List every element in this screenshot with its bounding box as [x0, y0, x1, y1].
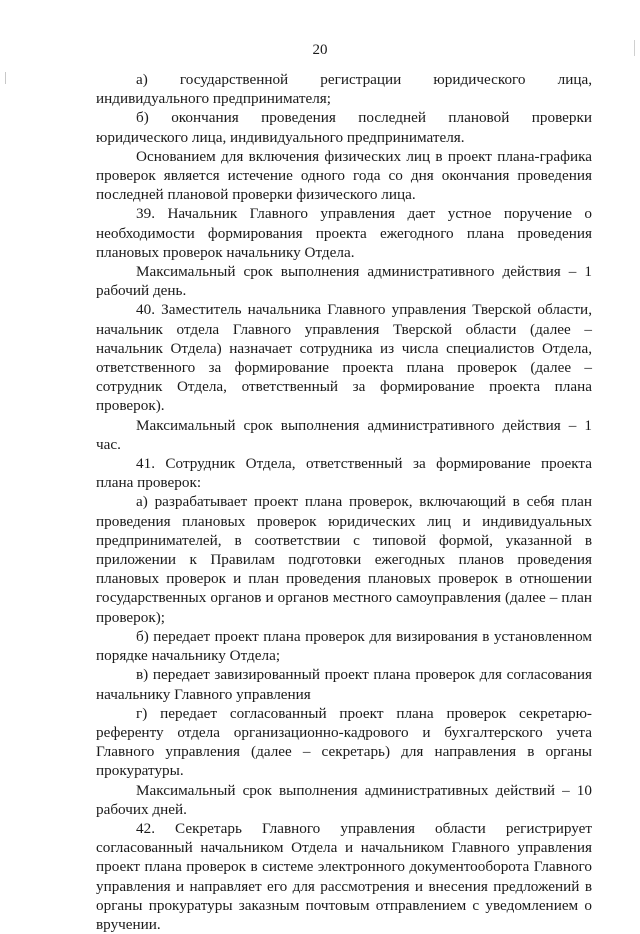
- scan-edge-mark: [5, 72, 6, 84]
- paragraph: 40. Заместитель начальника Главного управления Тверской области, начальник отдела Главного управления Тверской области (далее – начальник Отдела) назначает сотрудника из числа специалистов Отдела, ответственного за формирование проекта плана проверок (далее – сотрудник Отдела, ответственный за формирование проекта плана проверок).: [96, 301, 592, 415]
- paragraph: а) разрабатывает проект плана проверок, включающий в себя план проведения плановых проверок юридических лиц и индивидуальных предпринимателей, в соответствии с типовой формой, указанной в приложении к Правилам подготовки ежегодных планов проведения плановых проверок и план проведения плановых проверок в отношении государственных органов и органов местного самоуправления (далее – план проверок);: [96, 493, 592, 626]
- paragraph: б) передает проект плана проверок для визирования в установленном порядке начальнику Отдела;: [96, 627, 592, 665]
- paragraph: 39. Начальник Главного управления дает устное поручение о необходимости формирования проекта ежегодного плана проведения плановых проверок начальнику Отдела.: [96, 205, 592, 261]
- paragraph: Основанием для включения физических лиц в проект плана-графика проверок является истечение одного года со дня окончания проведения последней плановой проверки физического лица.: [96, 147, 592, 204]
- paragraph: Максимальный срок выполнения административного действия – 1 час.: [96, 416, 592, 453]
- document-body: [96, 70, 592, 934]
- paragraph: а) государственной регистрации юридического лица, индивидуального предпринимателя;: [96, 71, 592, 108]
- paragraph: Максимальный срок выполнения административных действий – 10 рабочих дней.: [96, 781, 592, 818]
- paragraph: 42. Секретарь Главного управления области регистрирует согласованный начальником Отдела и начальником Главного управления проект плана проверок в системе электронного документооборота Главного управления и направляет его для рассмотрения и внесения предложений в органы прокуратуры заказным почтовым отправлением с уведомлением о вручении.: [96, 819, 592, 933]
- paragraph: г) передает согласованный проект плана проверок секретарю-референту отдела организационно-кадрового и бухгалтерского учета Главного управления (далее – секретарь) для направления в органы прокуратуры.: [96, 704, 592, 780]
- page-number: 20: [312, 42, 328, 58]
- paragraph: в) передает завизированный проект плана проверок для согласования начальнику Главного управления: [96, 666, 592, 703]
- paragraph: Максимальный срок выполнения административного действия – 1 рабочий день.: [96, 263, 592, 300]
- paragraph: 41. Сотрудник Отдела, ответственный за формирование проекта плана проверок:: [96, 455, 592, 492]
- paragraph: б) окончания проведения последней плановой проверки юридического лица, индивидуального предпринимателя.: [96, 109, 592, 146]
